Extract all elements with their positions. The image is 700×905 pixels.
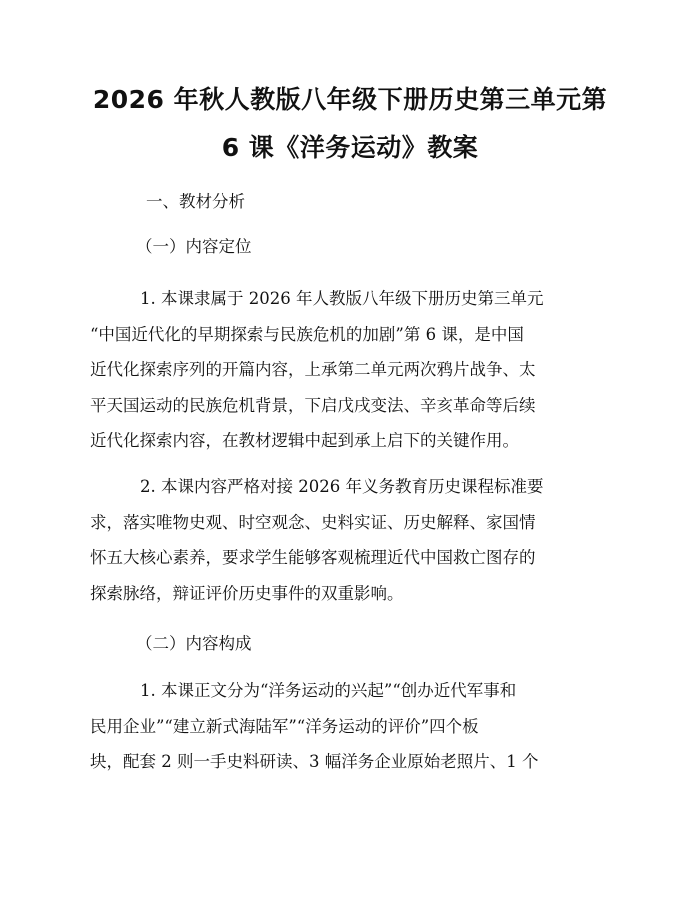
paragraph-line: 1. 本课隶属于 2026 年人教版八年级下册历史第三单元 <box>140 289 544 308</box>
paragraph-line: 平天国运动的民族危机背景，下启戊戌变法、辛亥革命等后续 <box>90 396 536 415</box>
paragraph-line: 2. 本课内容严格对接 2026 年义务教育历史课程标准要 <box>140 477 544 496</box>
section-heading-textbook-analysis: 一、教材分析 <box>146 192 245 211</box>
subsection-heading-content-composition: （二）内容构成 <box>136 634 252 653</box>
document-title-line-1: 2026 年秋人教版八年级下册历史第三单元第 <box>92 85 608 114</box>
document-title-line-2: 6 课《洋务运动》教案 <box>221 133 479 162</box>
paragraph-line: 近代化探索序列的开篇内容，上承第二单元两次鸦片战争、太 <box>90 360 536 379</box>
paragraph-line: 民用企业”“建立新式海陆军”“洋务运动的评价”四个板 <box>90 717 479 736</box>
paragraph-line: “中国近代化的早期探索与民族危机的加剧”第 6 课，是中国 <box>90 325 524 344</box>
paragraph-line: 块，配套 2 则一手史料研读、3 幅洋务企业原始老照片、1 个 <box>90 752 539 771</box>
subsection-heading-content-positioning: （一）内容定位 <box>136 237 252 256</box>
paragraph-line: 怀五大核心素养，要求学生能够客观梳理近代中国救亡图存的 <box>90 548 536 567</box>
paragraph-line: 探索脉络，辩证评价历史事件的双重影响。 <box>90 584 404 603</box>
paragraph-line: 求，落实唯物史观、时空观念、史料实证、历史解释、家国情 <box>90 513 536 532</box>
paragraph-line: 近代化探索内容，在教材逻辑中起到承上启下的关键作用。 <box>90 431 519 450</box>
paragraph-line: 1. 本课正文分为“洋务运动的兴起”“创办近代军事和 <box>140 681 517 700</box>
